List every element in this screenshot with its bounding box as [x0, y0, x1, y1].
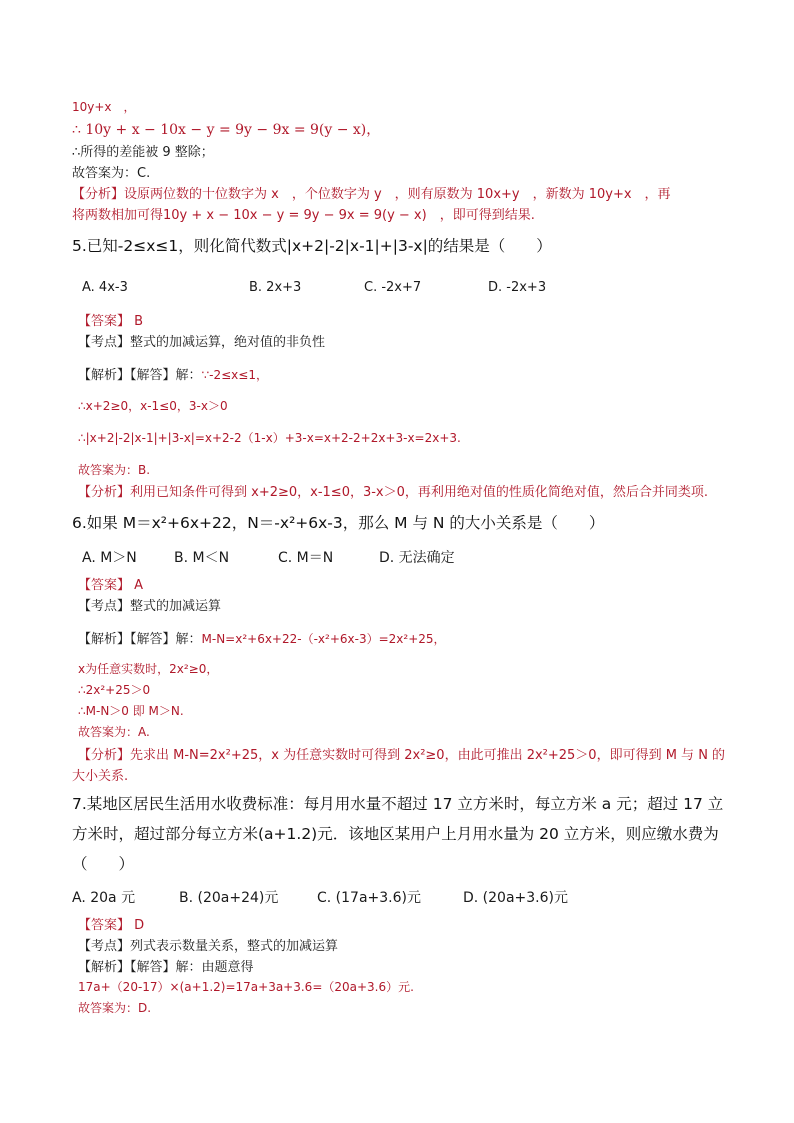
q7-stem-2: 方米时，超过部分每立方米(a+1.2)元．该地区某用户上月用水量为 20 立方米，则应缴水费为: [72, 825, 719, 843]
q5-jiexi-4: 故答案为：B.: [78, 463, 151, 477]
q7-kaodian: 【考点】列式表示数量关系，整式的加减运算: [78, 939, 339, 954]
q6-jiexi-line: [78, 628, 446, 647]
q5-stem: 5.已知-2≤x≤1，则化简代数式|x+2|-2|x-1|+|3-x|的结果是（ ）: [72, 237, 552, 255]
q7-stem-3: （ ）: [72, 855, 135, 873]
q6-option-a: A. M＞N: [82, 550, 137, 566]
q6-option-c: C. M＝N: [278, 550, 334, 566]
q7-option-d: D. (20a+3.6)元: [463, 890, 568, 906]
q5-answer: 【答案】 B: [78, 314, 144, 329]
q5-option-b: B. 2x+3: [249, 280, 302, 295]
q6-option-b: B. M＜N: [174, 550, 230, 566]
q5-option-a: A. 4x-3: [82, 280, 128, 295]
q6-answer: 【答案】 A: [78, 578, 144, 593]
q6-jiexi-5: 故答案为：A.: [78, 725, 150, 739]
q5-jiexi-2: ∴x+2≥0，x-1≤0，3-x＞0: [78, 399, 228, 413]
prev-line-2: ∴ 10y + x − 10x − y = 9y − 9x = 9(y − x)，: [72, 122, 381, 138]
q6-jiexi-2: x为任意实数时，2x²≥0，: [78, 662, 219, 676]
q6-jiexi-3: ∴2x²+25＞0: [78, 683, 151, 697]
q6-fenxi-2: 大小关系.: [72, 769, 129, 784]
q7-option-c: C. (17a+3.6)元: [317, 890, 421, 906]
q7-option-a: A. 20a 元: [72, 890, 136, 906]
q6-kaodian: 【考点】整式的加减运算: [78, 599, 222, 614]
q6-jiexi-head: 【解析】【解答】解：: [78, 632, 202, 647]
q5-jiexi-head: 【解析】【解答】解：: [78, 368, 202, 383]
prev-line-1: 10y+x ，: [72, 100, 136, 114]
q5-kaodian: 【考点】整式的加减运算，绝对值的非负性: [78, 335, 326, 350]
q5-option-c: C. -2x+7: [364, 280, 422, 295]
q5-option-d: D. -2x+3: [488, 280, 547, 295]
q7-jiexi-2: 故答案为：D.: [78, 1001, 152, 1015]
q6-jiexi-1: M-N=x²+6x+22-（-x²+6x-3）=2x²+25，: [201, 632, 446, 646]
prev-analysis-1: 【分析】设原两位数的十位数字为 x ，个位数字为 y ，则有原数为 10x+y ，新数为 10y+x ，再: [72, 187, 671, 202]
q6-stem: 6.如果 M＝x²+6x+22，N＝-x²+6x-3，那么 M 与 N 的大小关系是（ ）: [72, 514, 605, 532]
q7-stem-1: 7.某地区居民生活用水收费标准：每月用水量不超过 17 立方米时，每立方米 a 元；超过 17 立: [72, 795, 724, 813]
q5-fenxi: 【分析】利用已知条件可得到 x+2≥0，x-1≤0，3-x＞0，再利用绝对值的性质化简绝对值，然后合并同类项.: [78, 485, 709, 500]
q7-jiexi-1: 17a+（20-17）×(a+1.2)=17a+3a+3.6=（20a+3.6）元.: [78, 980, 414, 994]
q5-jiexi-line: [78, 364, 268, 383]
q5-jiexi-3: ∴|x+2|-2|x-1|+|3-x|=x+2-2（1-x）+3-x=x+2-2+2x+3-x=2x+3.: [78, 431, 461, 445]
q7-jiexi-head: 【解析】【解答】解：由题意得: [78, 960, 254, 975]
prev-line-4: 故答案为：C.: [72, 166, 151, 181]
q6-option-d: D. 无法确定: [379, 550, 455, 566]
q7-answer: 【答案】 D: [78, 918, 145, 933]
q6-fenxi-1: 【分析】先求出 M-N=2x²+25，x 为任意实数时可得到 2x²≥0，由此可推出 2x²+25＞0，即可得到 M 与 N 的: [78, 748, 726, 763]
prev-line-3: ∴所得的差能被 9 整除；: [72, 145, 214, 160]
prev-analysis-2: 将两数相加可得10y + x − 10x − y = 9y − 9x = 9(y − x) ，即可得到结果.: [72, 208, 535, 223]
q7-option-b: B. (20a+24)元: [179, 890, 279, 906]
q5-jiexi-1: ∵-2≤x≤1，: [201, 368, 268, 382]
q6-jiexi-4: ∴M-N＞0 即 M＞N.: [78, 704, 184, 718]
